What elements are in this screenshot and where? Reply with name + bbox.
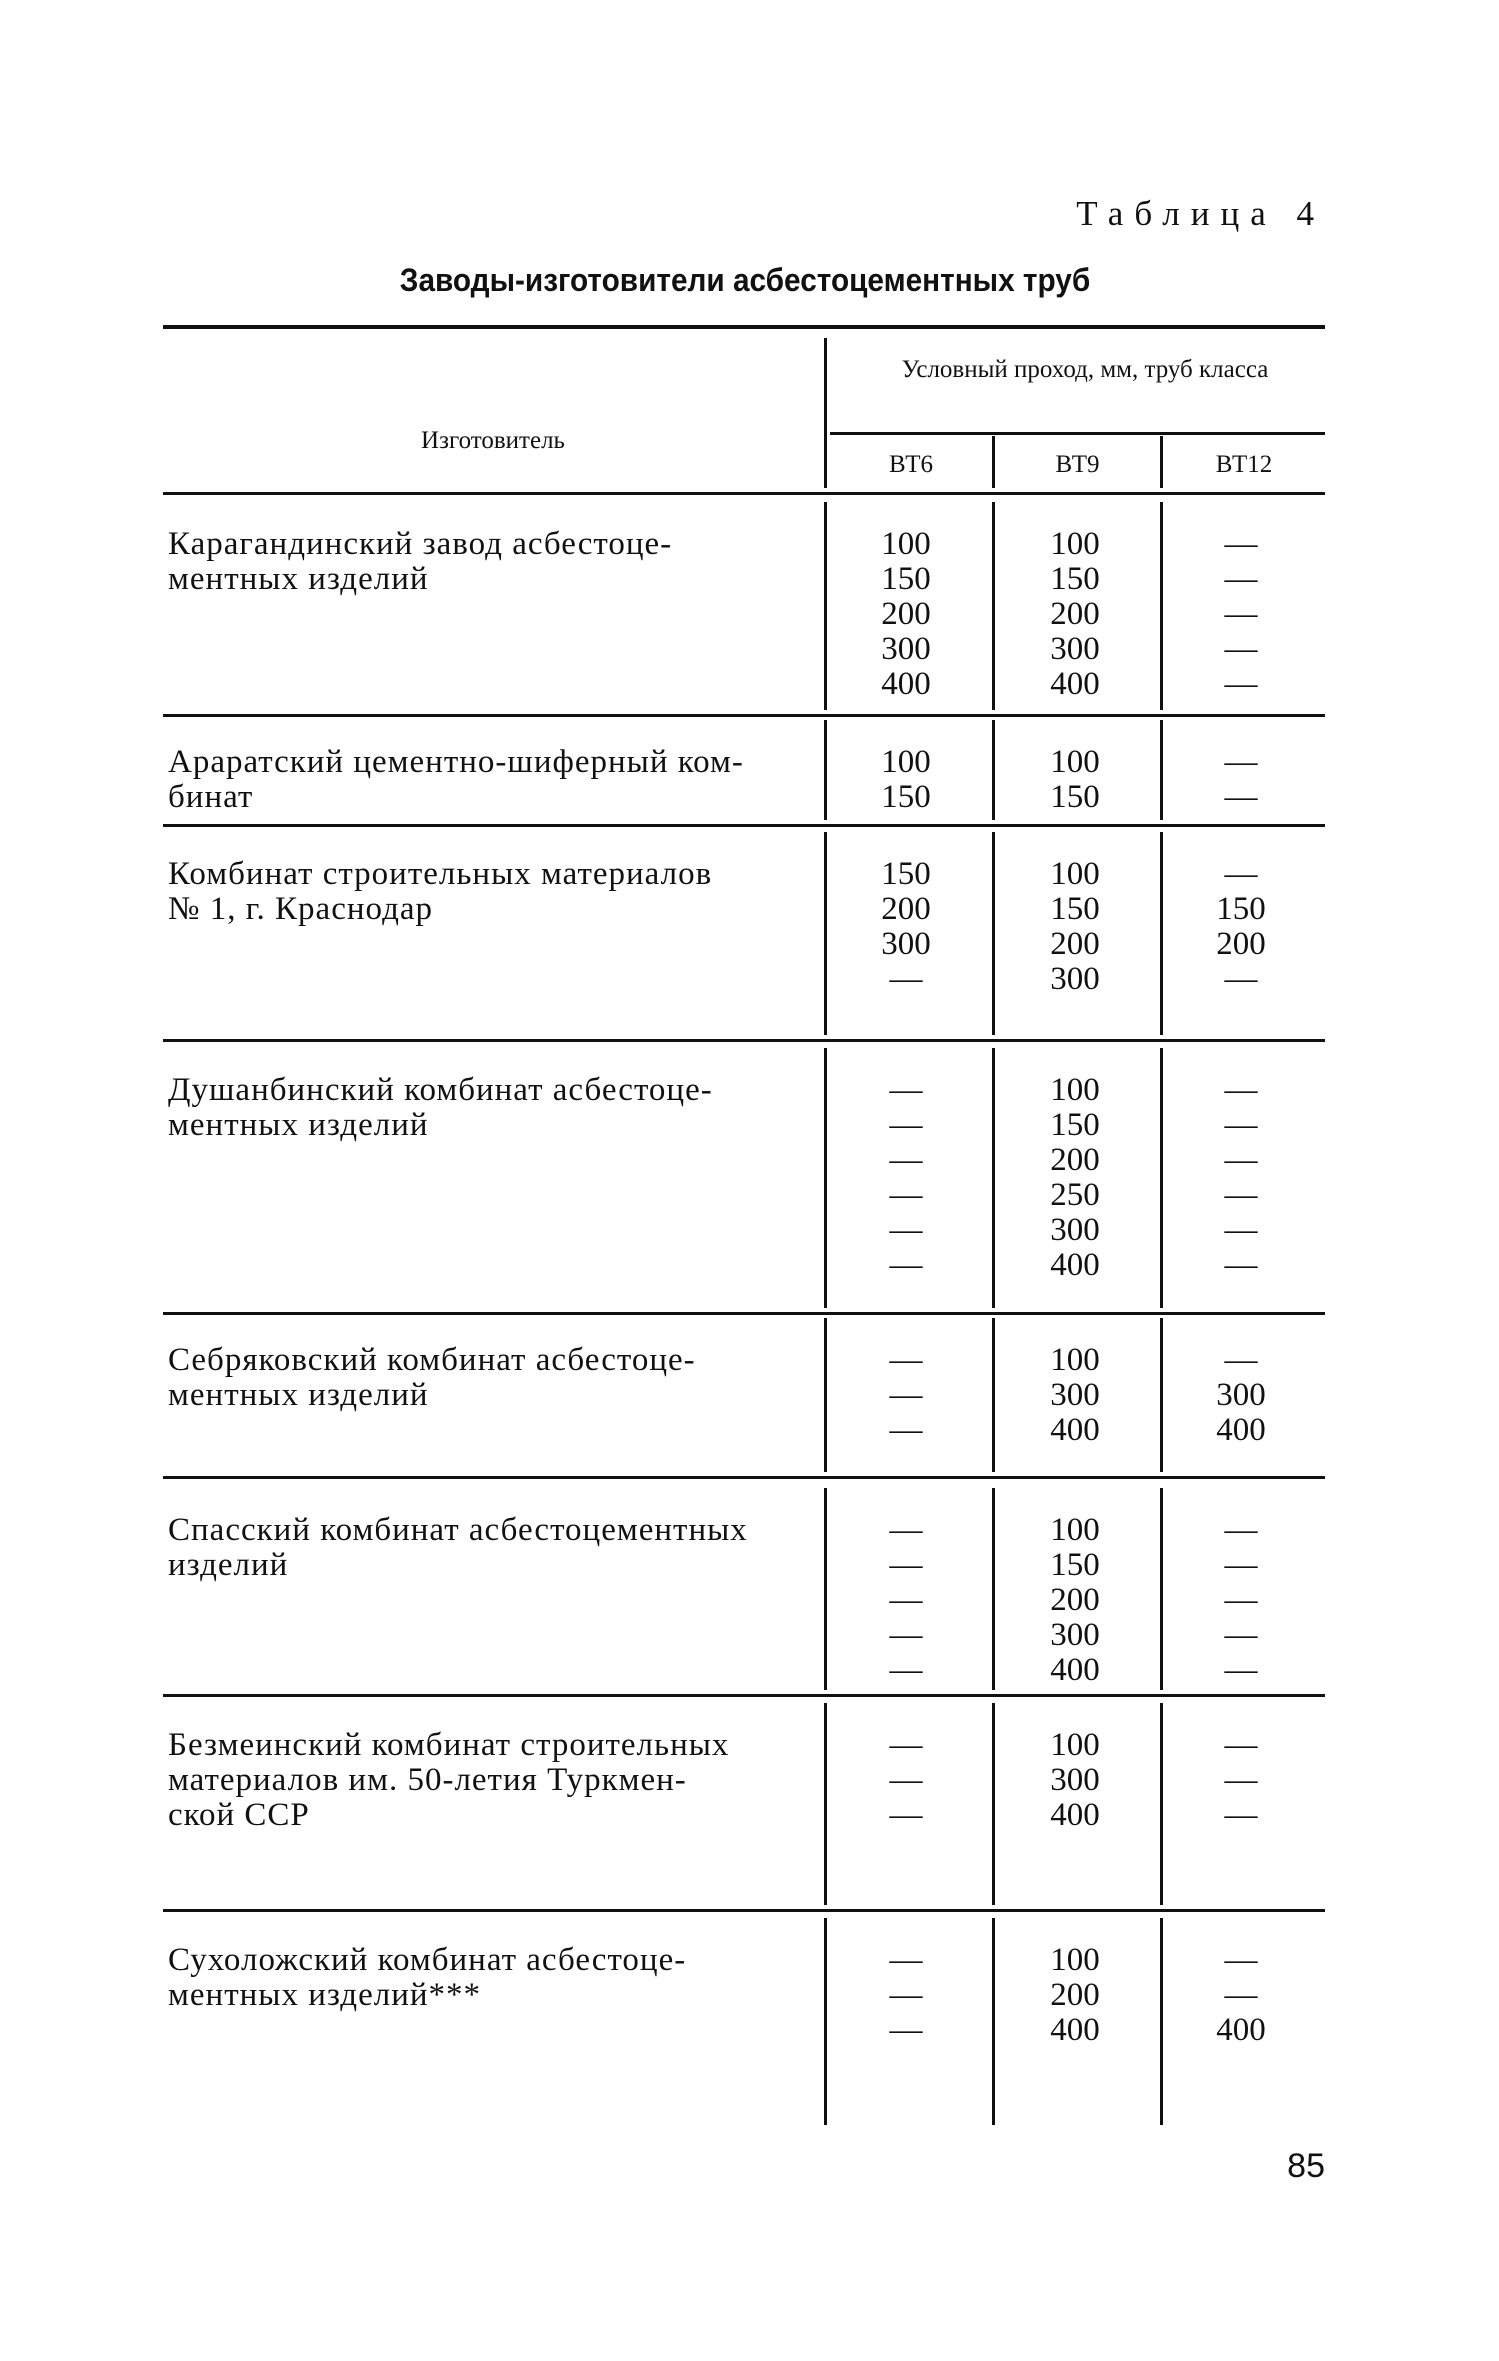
cell-value: — <box>889 961 923 997</box>
cell-value: — <box>1224 1762 1258 1798</box>
column-divider <box>1160 1918 1163 2125</box>
column-divider <box>992 720 995 820</box>
cell-value: 200 <box>1050 1977 1100 2013</box>
values-bt9 <box>1020 1728 1130 1833</box>
cell-value: 400 <box>1050 2012 1100 2048</box>
cell-value: — <box>889 1342 923 1378</box>
column-divider <box>1160 1318 1163 1472</box>
cell-value: — <box>889 2012 923 2048</box>
cell-value: — <box>1224 779 1258 815</box>
column-divider <box>824 832 827 1035</box>
cell-value: 300 <box>1050 1762 1100 1798</box>
values-bt12 <box>1186 1728 1296 1833</box>
cell-value: 150 <box>1050 1107 1100 1143</box>
row-separator <box>163 1694 1325 1697</box>
cell-value: 400 <box>1216 2012 1266 2048</box>
cell-value: 150 <box>881 856 931 892</box>
values-bt12 <box>1186 1343 1296 1448</box>
cell-value: 150 <box>1050 891 1100 927</box>
cell-value: — <box>1224 666 1258 702</box>
values-bt9 <box>1020 857 1130 997</box>
manufacturer-line: изделий <box>168 1547 289 1583</box>
cell-value: 100 <box>881 526 931 562</box>
cell-value: 200 <box>881 596 931 632</box>
values-bt6 <box>851 1343 961 1448</box>
values-bt6 <box>851 527 961 702</box>
values-bt12 <box>1186 857 1296 997</box>
row-separator <box>163 714 1325 717</box>
values-bt9 <box>1020 1073 1130 1283</box>
values-bt12 <box>1186 1073 1296 1283</box>
cell-value: 200 <box>1050 596 1100 632</box>
manufacturer-name <box>168 1513 793 1583</box>
column-divider <box>992 1318 995 1472</box>
cell-value: — <box>1224 526 1258 562</box>
manufacturer-line: № 1, г. Краснодар <box>168 891 433 927</box>
manufacturer-line: ментных изделий*** <box>168 1977 482 2013</box>
manufacturer-name <box>168 1343 793 1413</box>
cell-value: 150 <box>1050 779 1100 815</box>
cell-value: — <box>1224 561 1258 597</box>
values-bt6 <box>851 1513 961 1688</box>
manufacturer-name <box>168 527 793 597</box>
cell-value: 150 <box>1216 891 1266 927</box>
values-bt9 <box>1020 1513 1130 1688</box>
cell-value: 300 <box>1050 1212 1100 1248</box>
cell-value: — <box>1224 1107 1258 1143</box>
cell-value: 300 <box>881 926 931 962</box>
cell-value: — <box>1224 1617 1258 1653</box>
values-bt9 <box>1020 745 1130 815</box>
column-divider <box>992 832 995 1035</box>
column-divider <box>992 1703 995 1905</box>
column-divider <box>992 502 995 710</box>
cell-value: — <box>1224 1942 1258 1978</box>
cell-value: — <box>889 1412 923 1448</box>
table-title: Заводы-изготовители асбестоцементных труб <box>399 262 1091 298</box>
cell-value: — <box>1224 1212 1258 1248</box>
row-separator <box>163 1039 1325 1042</box>
cell-value: — <box>1224 1727 1258 1763</box>
cell-value: 250 <box>1050 1177 1100 1213</box>
header-bottom-rule <box>163 492 1325 495</box>
cell-value: — <box>1224 1142 1258 1178</box>
cell-value: 400 <box>881 666 931 702</box>
cell-value: — <box>1224 1247 1258 1283</box>
cell-value: — <box>889 1247 923 1283</box>
column-divider <box>1160 832 1163 1035</box>
manufacturer-line: ской ССР <box>168 1797 310 1833</box>
cell-value: 100 <box>1050 1342 1100 1378</box>
cell-value: 100 <box>1050 1512 1100 1548</box>
cell-value: — <box>889 1072 923 1108</box>
cell-value: — <box>1224 1797 1258 1833</box>
cell-value: — <box>889 1652 923 1688</box>
values-bt12 <box>1186 745 1296 815</box>
cell-value: — <box>1224 1072 1258 1108</box>
cell-value: 400 <box>1050 1797 1100 1833</box>
cell-value: 200 <box>881 891 931 927</box>
row-separator <box>163 1909 1325 1912</box>
cell-value: 400 <box>1050 1247 1100 1283</box>
header-sub-rule <box>830 432 1325 435</box>
cell-value: 200 <box>1050 1142 1100 1178</box>
column-divider <box>824 1488 827 1690</box>
table-number: Таблица 4 <box>1076 194 1325 233</box>
cell-value: 100 <box>1050 744 1100 780</box>
cell-value: 300 <box>1050 1617 1100 1653</box>
column-divider <box>824 1048 827 1308</box>
values-bt6 <box>851 745 961 815</box>
cell-value: 100 <box>881 744 931 780</box>
column-divider <box>992 1918 995 2125</box>
cell-value: 200 <box>1216 926 1266 962</box>
cell-value: 300 <box>1050 961 1100 997</box>
column-divider <box>824 1918 827 2125</box>
cell-value: 300 <box>881 631 931 667</box>
manufacturer-name <box>168 745 793 815</box>
cell-value: 100 <box>1050 1727 1100 1763</box>
cell-value: 400 <box>1050 1652 1100 1688</box>
cell-value: — <box>889 1727 923 1763</box>
cell-value: — <box>1224 1342 1258 1378</box>
values-bt6 <box>851 1728 961 1833</box>
column-divider <box>824 1703 827 1905</box>
cell-value: — <box>889 1107 923 1143</box>
manufacturer-line: Душанбинский комбинат асбестоце- <box>168 1072 713 1108</box>
cell-value: — <box>889 1797 923 1833</box>
cell-value: — <box>1224 1582 1258 1618</box>
cell-value: 150 <box>1050 561 1100 597</box>
cell-value: — <box>1224 596 1258 632</box>
manufacturer-line: Спасский комбинат асбестоцементных <box>168 1512 748 1548</box>
header-bt6: ВТ6 <box>888 451 934 478</box>
row-separator <box>163 1476 1325 1479</box>
values-bt6 <box>851 1943 961 2048</box>
cell-value: — <box>889 1762 923 1798</box>
manufacturer-line: ментных изделий <box>168 561 429 597</box>
column-divider <box>1160 1488 1163 1690</box>
column-divider <box>1160 1048 1163 1308</box>
cell-value: 300 <box>1050 631 1100 667</box>
manufacturer-line: Себряковский комбинат асбестоце- <box>168 1342 696 1378</box>
values-bt12 <box>1186 1943 1296 2048</box>
column-divider <box>1160 720 1163 820</box>
manufacturer-line: Комбинат строительных материалов <box>168 856 713 892</box>
cell-value: — <box>1224 1177 1258 1213</box>
cell-value: 100 <box>1050 526 1100 562</box>
values-bt12 <box>1186 527 1296 702</box>
values-bt9 <box>1020 1943 1130 2048</box>
cell-value: — <box>889 1582 923 1618</box>
manufacturer-line: ментных изделий <box>168 1377 429 1413</box>
cell-value: 150 <box>881 561 931 597</box>
page-number: 85 <box>1287 2147 1325 2185</box>
manufacturer-line: Сухоложский комбинат асбестоце- <box>168 1942 687 1978</box>
manufacturer-line: ментных изделий <box>168 1107 429 1143</box>
values-bt9 <box>1020 1343 1130 1448</box>
manufacturer-line: материалов им. 50-летия Туркмен- <box>168 1762 687 1798</box>
header-group: Условный проход, мм, труб класса <box>901 356 1269 383</box>
cell-value: — <box>889 1617 923 1653</box>
cell-value: — <box>1224 961 1258 997</box>
row-separator <box>163 1312 1325 1315</box>
column-divider <box>1160 1703 1163 1905</box>
cell-value: 100 <box>1050 1942 1100 1978</box>
header-bt12: ВТ12 <box>1215 451 1273 478</box>
cell-value: — <box>1224 1977 1258 2013</box>
cell-value: 100 <box>1050 856 1100 892</box>
cell-value: — <box>889 1512 923 1548</box>
cell-value: 150 <box>1050 1547 1100 1583</box>
column-divider <box>824 502 827 710</box>
manufacturer-line: Безмеинский комбинат строительных <box>168 1727 730 1763</box>
cell-value: 100 <box>1050 1072 1100 1108</box>
values-bt12 <box>1186 1513 1296 1688</box>
manufacturer-name <box>168 1728 793 1833</box>
values-bt6 <box>851 857 961 997</box>
column-divider <box>1160 502 1163 710</box>
manufacturer-name <box>168 1943 793 2013</box>
cell-value: — <box>889 1142 923 1178</box>
cell-value: 400 <box>1050 666 1100 702</box>
column-divider <box>824 720 827 820</box>
cell-value: — <box>889 1977 923 2013</box>
cell-value: — <box>889 1212 923 1248</box>
header-divider-main <box>824 338 827 488</box>
cell-value: 150 <box>881 779 931 815</box>
column-divider <box>992 1048 995 1308</box>
cell-value: — <box>1224 1652 1258 1688</box>
row-separator <box>163 824 1325 827</box>
manufacturer-line: Араратский цементно-шиферный ком- <box>168 744 744 780</box>
header-bt9: ВТ9 <box>1055 451 1100 478</box>
cell-value: 300 <box>1050 1377 1100 1413</box>
column-divider <box>824 1318 827 1472</box>
top-rule <box>163 325 1325 329</box>
column-divider <box>992 1488 995 1690</box>
cell-value: 200 <box>1050 1582 1100 1618</box>
cell-value: — <box>1224 856 1258 892</box>
cell-value: 400 <box>1050 1412 1100 1448</box>
cell-value: — <box>1224 1512 1258 1548</box>
header-manufacturer: Изготовитель <box>421 427 565 454</box>
cell-value: — <box>889 1547 923 1583</box>
values-bt9 <box>1020 527 1130 702</box>
cell-value: — <box>889 1942 923 1978</box>
manufacturer-line: бинат <box>168 779 254 815</box>
manufacturer-line: Карагандинский завод асбестоце- <box>168 526 673 562</box>
cell-value: 400 <box>1216 1412 1266 1448</box>
cell-value: 300 <box>1216 1377 1266 1413</box>
cell-value: — <box>889 1177 923 1213</box>
manufacturer-name <box>168 857 793 927</box>
cell-value: — <box>1224 1547 1258 1583</box>
cell-value: 200 <box>1050 926 1100 962</box>
values-bt6 <box>851 1073 961 1283</box>
cell-value: — <box>1224 744 1258 780</box>
manufacturer-name <box>168 1073 793 1143</box>
cell-value: — <box>1224 631 1258 667</box>
cell-value: — <box>889 1377 923 1413</box>
